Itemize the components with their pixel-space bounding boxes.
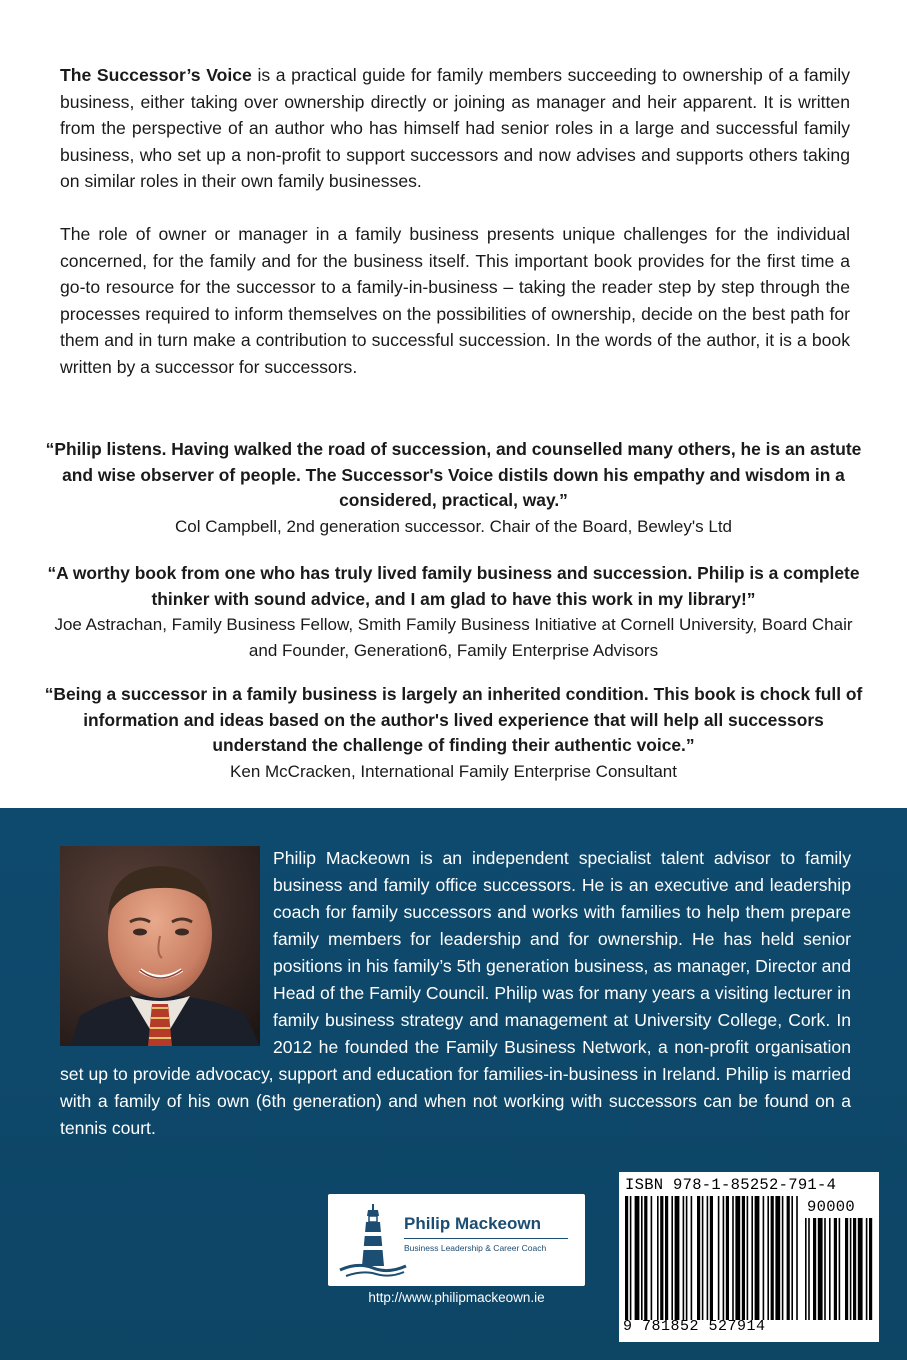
testimonial [40,437,867,539]
testimonial [40,682,867,784]
testimonial-text: “Being a successor in a family business is largely an inherited condition. This book is chock full of information and ideas based on the author's lived experience that will help all successors understand the challenge of finding their authentic voice.” [44,684,863,755]
lighthouse-icon [338,1200,408,1282]
description-paragraph-1 [60,62,850,195]
testimonial-attribution: Joe Astrachan, Family Business Fellow, Smith Family Business Initiative at Cornell University, Board Chair and Founder, Generation6, Family Enterprise Advisors [54,615,853,660]
author-bio-text: Philip Mackeown is an independent specialist talent advisor to family business and family office successors. He is an executive and leadership coach for family successors and works with families to help them prepare family members for leadership and for ownership. He has held senior positions in his family’s 5th generation business, as manager, Director and Head of the Family Council. Philip was for many years a visiting lecturer in family business strategy and management at University College, Cork. In 2012 he founded the Family Business Network, a non-profit organisation set up to provide advocacy, support and education for families-in-business in Ireland. Philip is married with a family of his own (6th generation) and when not working with successors can be found on a tennis court. [60,848,851,1138]
isbn-number: ISBN 978-1-85252-791-4 [625,1176,837,1194]
testimonial-text: “Philip listens. Having walked the road of succession, and counselled many others, he is an astute and wise observer of people. The Successor's Voice distils down his empathy and wisdom in a considered, practical, way.” [45,439,862,510]
logo-divider [404,1238,568,1239]
author-logo [328,1194,585,1286]
testimonial [40,561,867,663]
testimonial-text: “A worthy book from one who has truly lived family business and succession. Philip is a complete thinker with sound advice, and I am glad to have this work in my library!” [47,563,860,609]
author-bio [60,845,851,1142]
testimonial-attribution: Ken McCracken, International Family Enterprise Consultant [230,761,677,781]
description-paragraph-2: The role of owner or manager in a family business presents unique challenges for the individual concerned, for the family and for the business itself. This important book provides for the first time a go-to resource for the successor to a family-in-business – taking the reader step by step through the processes required to inform themselves on the possibilities of ownership, decide on the best path for them and in turn make a contribution to successful succession. In the words of the author, it is a book written by a successor for successors. [60,224,850,377]
logo-tagline: Business Leadership & Career Coach [404,1243,547,1253]
description-text: is a practical guide for family members succeeding to ownership of a family business, either taking over ownership directly or joining as manager and heir apparent. It is written from the perspective of an author who has himself had senior roles in a large and successful family business, who set up a non-profit to support successors and now advises and supports others taking on similar roles in their own family businesses. [60,65,850,192]
website-url[interactable]: http://www.philipmackeown.ie [368,1290,545,1305]
price-code: 90000 [807,1198,856,1216]
logo-name: Philip Mackeown [404,1214,541,1233]
book-title: The Successor’s Voice [60,65,252,85]
testimonial-attribution: Col Campbell, 2nd generation successor. Chair of the Board, Bewley's Ltd [175,516,732,536]
ean-number: 9 781852 527914 [623,1318,766,1335]
